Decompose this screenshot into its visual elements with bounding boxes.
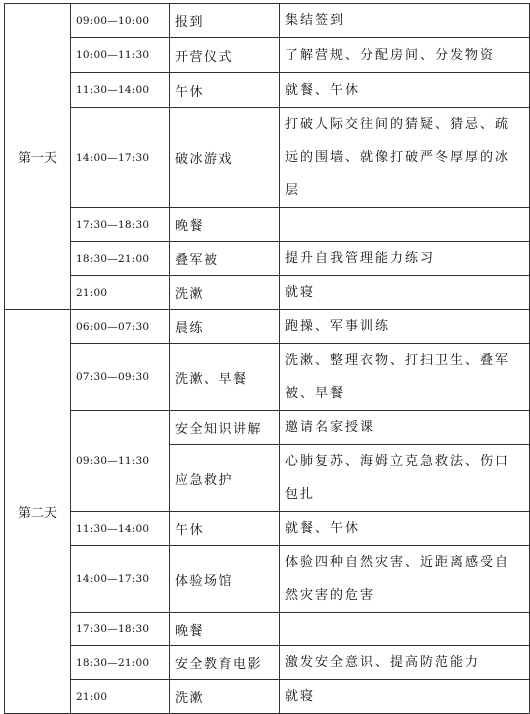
day-label: 第一天 bbox=[5, 4, 71, 310]
table-row bbox=[5, 546, 530, 613]
activity-cell: 叠军被 bbox=[170, 242, 280, 276]
description-cell: 提升自我管理能力练习 bbox=[280, 242, 530, 276]
description-cell bbox=[280, 208, 530, 242]
table-row bbox=[5, 344, 530, 411]
description-cell bbox=[280, 613, 530, 646]
time-cell: 21:00 bbox=[71, 276, 170, 310]
schedule-table bbox=[4, 3, 530, 714]
activity-cell: 午休 bbox=[170, 73, 280, 108]
table-row bbox=[5, 73, 530, 108]
description-cell: 了解营规、分配房间、分发物资 bbox=[280, 38, 530, 73]
time-cell: 18:30—21:00 bbox=[71, 646, 170, 680]
activity-cell: 安全教育电影 bbox=[170, 646, 280, 680]
activity-cell: 午休 bbox=[170, 512, 280, 546]
time-cell: 09:30—11:30 bbox=[71, 411, 170, 512]
time-cell: 06:00—07:30 bbox=[71, 310, 170, 344]
table-row bbox=[5, 242, 530, 276]
activity-cell: 破冰游戏 bbox=[170, 108, 280, 208]
description-cell: 打破人际交往间的猜疑、猜忌、疏远的围墙、就像打破严冬厚厚的冰层 bbox=[280, 108, 530, 208]
table-row bbox=[5, 276, 530, 310]
description-cell: 心肺复苏、海姆立克急救法、伤口包扎 bbox=[280, 445, 530, 512]
time-cell: 07:30—09:30 bbox=[71, 344, 170, 411]
activity-cell: 洗漱、早餐 bbox=[170, 344, 280, 411]
time-cell: 10:00—11:30 bbox=[71, 38, 170, 73]
description-cell: 激发安全意识、提高防范能力 bbox=[280, 646, 530, 680]
activity-cell: 应急救护 bbox=[170, 445, 280, 512]
day-label: 第二天 bbox=[5, 310, 71, 714]
activity-cell: 晨练 bbox=[170, 310, 280, 344]
time-cell: 14:00—17:30 bbox=[71, 108, 170, 208]
activity-cell: 报到 bbox=[170, 4, 280, 38]
activity-cell: 安全知识讲解 bbox=[170, 411, 280, 445]
table-row bbox=[5, 4, 530, 38]
description-cell: 集结签到 bbox=[280, 4, 530, 38]
time-cell: 17:30—18:30 bbox=[71, 613, 170, 646]
time-cell: 21:00 bbox=[71, 680, 170, 714]
description-cell: 就寝 bbox=[280, 680, 530, 714]
activity-cell: 洗漱 bbox=[170, 276, 280, 310]
activity-cell: 体验场馆 bbox=[170, 546, 280, 613]
table-row bbox=[5, 208, 530, 242]
table-row bbox=[5, 646, 530, 680]
activity-cell: 洗漱 bbox=[170, 680, 280, 714]
activity-cell: 开营仪式 bbox=[170, 38, 280, 73]
description-cell: 体验四种自然灾害、近距离感受自然灾害的危害 bbox=[280, 546, 530, 613]
table-row bbox=[5, 613, 530, 646]
table-row bbox=[5, 512, 530, 546]
table-row bbox=[5, 38, 530, 73]
activity-cell: 晚餐 bbox=[170, 613, 280, 646]
time-cell: 11:30—14:00 bbox=[71, 512, 170, 546]
description-cell: 洗漱、整理衣物、打扫卫生、叠军被、早餐 bbox=[280, 344, 530, 411]
table-row bbox=[5, 108, 530, 208]
time-cell: 17:30—18:30 bbox=[71, 208, 170, 242]
description-cell: 就餐、午休 bbox=[280, 73, 530, 108]
description-cell: 就餐、午休 bbox=[280, 512, 530, 546]
table-row bbox=[5, 411, 530, 445]
table-row bbox=[5, 310, 530, 344]
time-cell: 14:00—17:30 bbox=[71, 546, 170, 613]
time-cell: 11:30—14:00 bbox=[71, 73, 170, 108]
description-cell: 就寝 bbox=[280, 276, 530, 310]
description-cell: 邀请名家授课 bbox=[280, 411, 530, 445]
activity-cell: 晚餐 bbox=[170, 208, 280, 242]
time-cell: 09:00—10:00 bbox=[71, 4, 170, 38]
table-row bbox=[5, 680, 530, 714]
time-cell: 18:30—21:00 bbox=[71, 242, 170, 276]
description-cell: 跑操、军事训练 bbox=[280, 310, 530, 344]
